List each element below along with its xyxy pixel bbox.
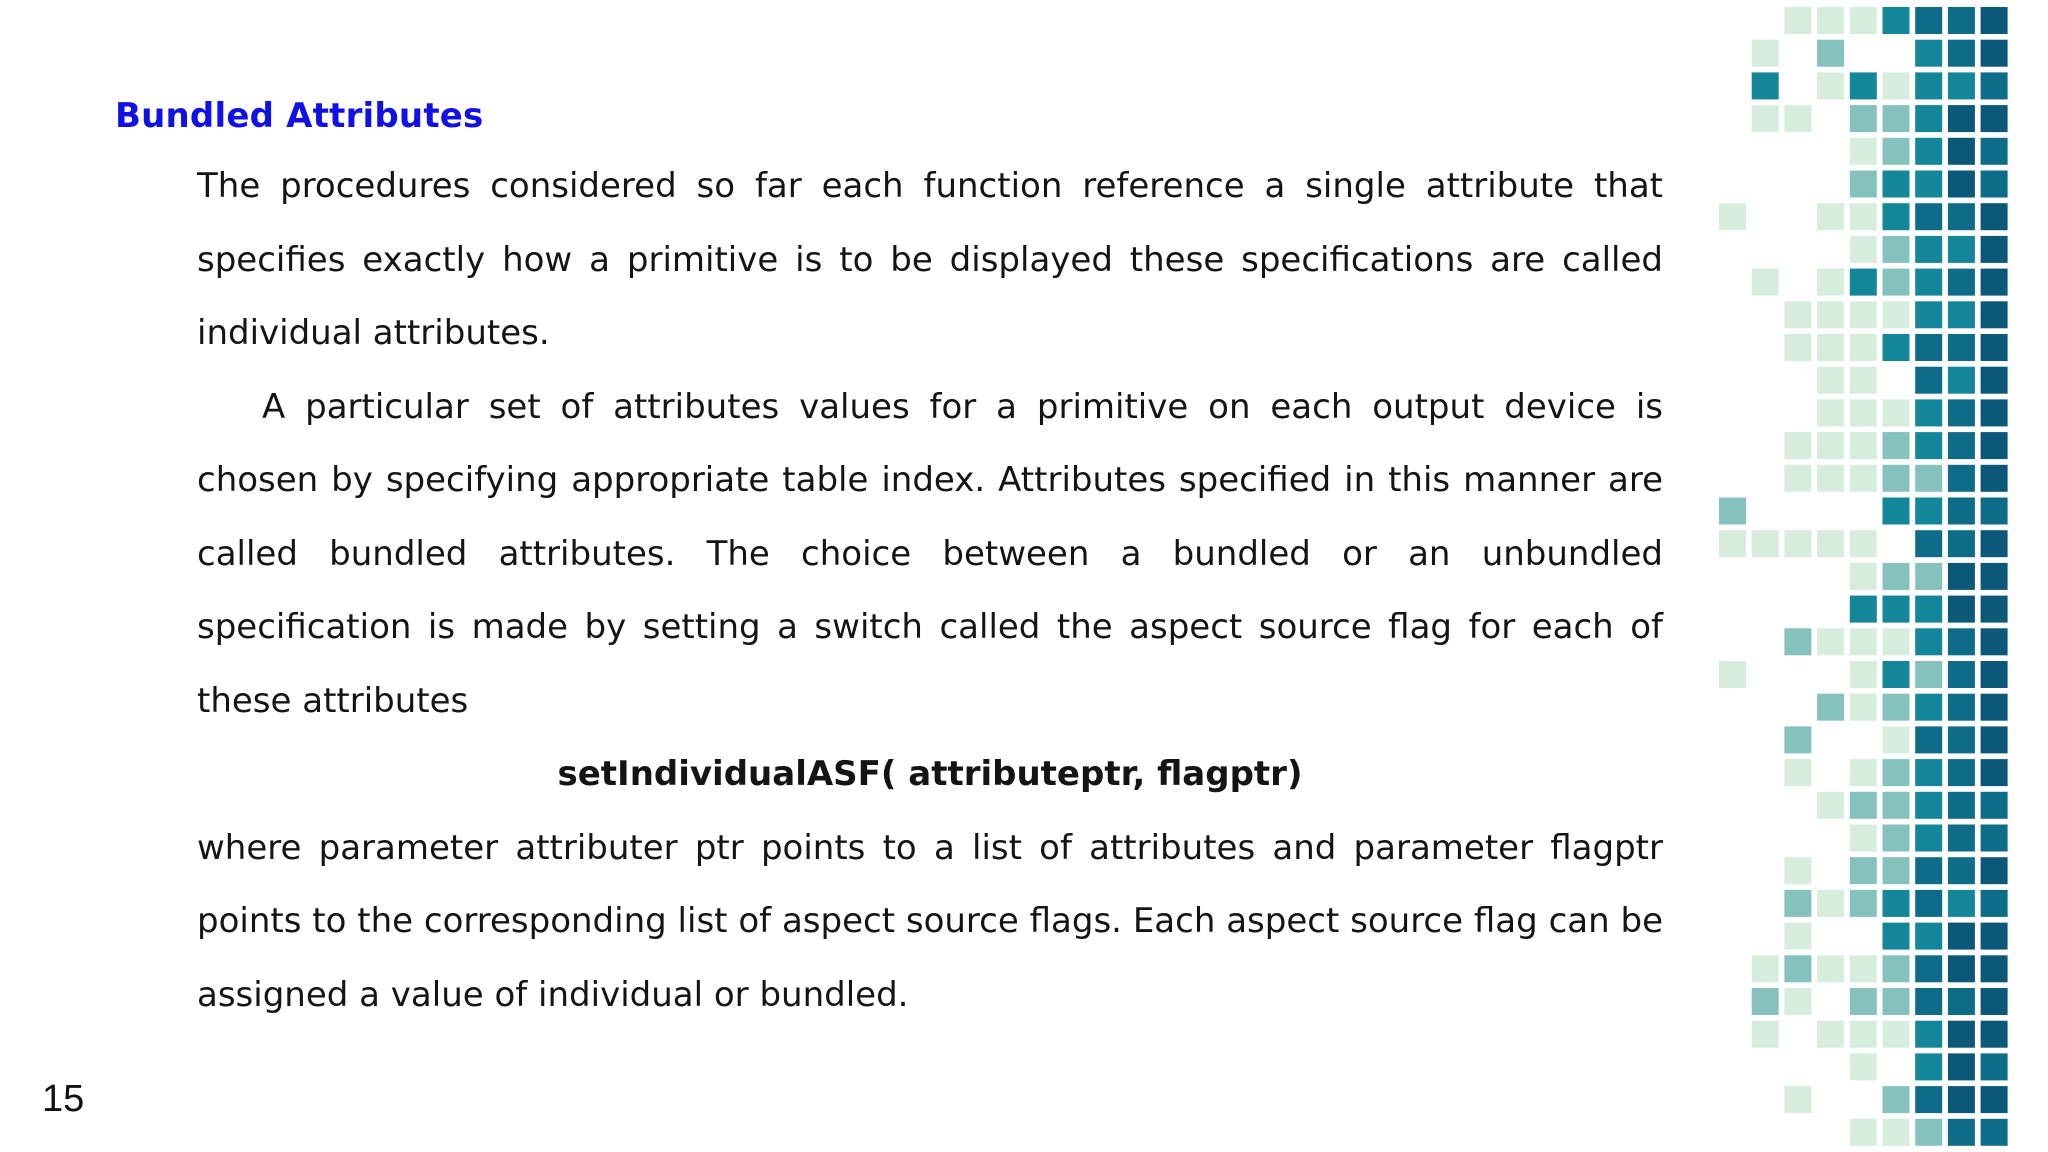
mosaic-tile (1981, 988, 2008, 1015)
mosaic-tile (1883, 171, 1910, 198)
mosaic-tile (1915, 236, 1942, 263)
mosaic-tile (1915, 661, 1942, 688)
mosaic-tile (1850, 857, 1877, 884)
mosaic-tile (1784, 759, 1811, 786)
mosaic-tile (1784, 105, 1811, 132)
mosaic-tile (1915, 40, 1942, 67)
mosaic-tile (1850, 399, 1877, 426)
mosaic-tile (1784, 465, 1811, 492)
mosaic-tile (1752, 105, 1779, 132)
mosaic-tile (1752, 988, 1779, 1015)
mosaic-tile (1850, 334, 1877, 361)
mosaic-tile (1850, 171, 1877, 198)
mosaic-tile (1915, 857, 1942, 884)
mosaic-tile (1850, 563, 1877, 590)
mosaic-tile (1948, 1021, 1975, 1048)
mosaic-tile (1948, 269, 1975, 296)
mosaic-tile (1883, 955, 1910, 982)
mosaic-tile (1948, 301, 1975, 328)
mosaic-tile (1948, 72, 1975, 99)
mosaic-tile (1883, 1086, 1910, 1113)
mosaic-tile (1883, 792, 1910, 819)
mosaic-tile (1883, 1021, 1910, 1048)
mosaic-tile (1817, 530, 1844, 557)
mosaic-tile (1915, 955, 1942, 982)
mosaic-tile (1752, 1021, 1779, 1048)
mosaic-tile (1850, 759, 1877, 786)
mosaic-tile (1850, 890, 1877, 917)
mosaic-tile (1948, 857, 1975, 884)
mosaic-tile (1784, 530, 1811, 557)
mosaic-tile (1948, 1086, 1975, 1113)
mosaic-tile (1981, 923, 2008, 950)
mosaic-tile (1883, 1119, 1910, 1146)
mosaic-tile (1948, 661, 1975, 688)
mosaic-tile (1948, 563, 1975, 590)
mosaic-tile (1784, 923, 1811, 950)
mosaic-tile (1915, 301, 1942, 328)
mosaic-tile (1883, 694, 1910, 721)
mosaic-tile (1948, 203, 1975, 230)
mosaic-tile (1948, 7, 1975, 34)
mosaic-tile (1883, 923, 1910, 950)
mosaic-tile (1981, 628, 2008, 655)
mosaic-tile (1850, 596, 1877, 623)
mosaic-tile (1981, 72, 2008, 99)
mosaic-tile (1850, 988, 1877, 1015)
mosaic-tile (1948, 432, 1975, 459)
mosaic-tile (1948, 1053, 1975, 1080)
mosaic-tile (1948, 138, 1975, 165)
mosaic-tile (1850, 1119, 1877, 1146)
mosaic-tile (1981, 759, 2008, 786)
mosaic-tile (1883, 988, 1910, 1015)
mosaic-tile (1784, 1086, 1811, 1113)
mosaic-tile (1915, 432, 1942, 459)
mosaic-tile (1981, 596, 2008, 623)
mosaic-tile (1981, 1119, 2008, 1146)
mosaic-tile (1817, 1021, 1844, 1048)
mosaic-tile (1817, 40, 1844, 67)
mosaic-tile (1981, 465, 2008, 492)
mosaic-tile (1817, 792, 1844, 819)
mosaic-tile (1850, 269, 1877, 296)
mosaic-tile (1883, 399, 1910, 426)
mosaic-tile (1817, 465, 1844, 492)
mosaic-tile (1784, 432, 1811, 459)
mosaic-tile (1948, 825, 1975, 852)
mosaic-tile (1915, 7, 1942, 34)
mosaic-tile (1817, 367, 1844, 394)
mosaic-tile (1817, 399, 1844, 426)
mosaic-tile (1981, 530, 2008, 557)
mosaic-tile (1752, 530, 1779, 557)
mosaic-tile (1915, 498, 1942, 525)
mosaic-tile (1981, 432, 2008, 459)
mosaic-tile (1817, 628, 1844, 655)
mosaic-tile (1981, 367, 2008, 394)
mosaic-tile (1948, 465, 1975, 492)
mosaic-tile (1981, 661, 2008, 688)
mosaic-tile (1850, 7, 1877, 34)
mosaic-tile (1915, 792, 1942, 819)
mosaic-tile (1915, 105, 1942, 132)
mosaic-tile (1981, 792, 2008, 819)
mosaic-tile (1850, 105, 1877, 132)
mosaic-tile (1915, 988, 1942, 1015)
mosaic-tile (1883, 465, 1910, 492)
mosaic-tile (1948, 334, 1975, 361)
mosaic-tile (1752, 40, 1779, 67)
mosaic-tile (1883, 7, 1910, 34)
mosaic-tile (1981, 40, 2008, 67)
mosaic-tile (1883, 628, 1910, 655)
mosaic-tile (1948, 955, 1975, 982)
mosaic-tile (1915, 923, 1942, 950)
mosaic-tile (1948, 759, 1975, 786)
mosaic-tile (1915, 367, 1942, 394)
mosaic-tile (1915, 138, 1942, 165)
mosaic-tile (1883, 203, 1910, 230)
mosaic-tile (1981, 498, 2008, 525)
mosaic-tile (1850, 203, 1877, 230)
mosaic-tile (1784, 628, 1811, 655)
mosaic-tile (1850, 236, 1877, 263)
mosaic-tile (1817, 890, 1844, 917)
mosaic-tile (1948, 694, 1975, 721)
mosaic-tile (1981, 694, 2008, 721)
mosaic-tile (1981, 1021, 2008, 1048)
mosaic-tile (1883, 105, 1910, 132)
paragraph-bundled-attributes: A particular set of attributes values for a primitive on each output device is chosen by specifying appropriate table index. Attributes specified in this manner are called bundled attributes. The choice between a bundled or an unbundled specification is made by setting a switch called the aspect source flag for each of these attributes (197, 386, 1663, 721)
mosaic-tile (1752, 955, 1779, 982)
mosaic-tile (1719, 498, 1746, 525)
mosaic-tile (1915, 334, 1942, 361)
mosaic-tile (1948, 171, 1975, 198)
mosaic-tile (1915, 1053, 1942, 1080)
mosaic-tile (1915, 1119, 1942, 1146)
mosaic-tile (1719, 661, 1746, 688)
mosaic-tile (1948, 367, 1975, 394)
mosaic-tile (1915, 530, 1942, 557)
mosaic-tile (1883, 825, 1910, 852)
mosaic-tile (1981, 269, 2008, 296)
mosaic-tile (1981, 203, 2008, 230)
mosaic-tile (1850, 792, 1877, 819)
mosaic-tile (1784, 955, 1811, 982)
mosaic-tile (1981, 1053, 2008, 1080)
mosaic-tile (1850, 432, 1877, 459)
mosaic-tile (1981, 236, 2008, 263)
mosaic-tile (1915, 465, 1942, 492)
slide-body (197, 150, 1663, 1032)
mosaic-tile (1948, 498, 1975, 525)
mosaic-tile (1948, 596, 1975, 623)
mosaic-tile (1948, 40, 1975, 67)
mosaic-tile (1981, 138, 2008, 165)
mosaic-tile (1883, 890, 1910, 917)
mosaic-tile (1948, 792, 1975, 819)
mosaic-tile (1915, 72, 1942, 99)
mosaic-tile (1850, 825, 1877, 852)
mosaic-tile (1883, 563, 1910, 590)
mosaic-tile (1948, 726, 1975, 753)
mosaic-tile (1883, 72, 1910, 99)
mosaic-tile (1883, 432, 1910, 459)
slide-heading: Bundled Attributes (115, 96, 484, 136)
mosaic-tile (1981, 955, 2008, 982)
mosaic-tile (1883, 334, 1910, 361)
mosaic-tile (1850, 72, 1877, 99)
mosaic-tile (1915, 596, 1942, 623)
mosaic-tile (1883, 857, 1910, 884)
mosaic-tile (1948, 399, 1975, 426)
mosaic-tile (1817, 432, 1844, 459)
function-signature: setIndividualASF( attributeptr, flagptr) (557, 754, 1303, 794)
mosaic-tile (1981, 334, 2008, 361)
mosaic-tile (1883, 269, 1910, 296)
mosaic-tile (1784, 988, 1811, 1015)
mosaic-tile (1915, 628, 1942, 655)
mosaic-tile (1883, 759, 1910, 786)
mosaic-tile (1981, 105, 2008, 132)
mosaic-tile (1981, 857, 2008, 884)
mosaic-tile (1850, 628, 1877, 655)
mosaic-tile (1817, 334, 1844, 361)
mosaic-tile (1850, 955, 1877, 982)
mosaic-tile (1981, 7, 2008, 34)
mosaic-tile (1948, 1119, 1975, 1146)
mosaic-tile (1850, 1053, 1877, 1080)
paragraph-parameters: where parameter attributer ptr points to a list of attributes and parameter flagptr points to the corresponding list of aspect source flags. Each aspect source flag can be assigned a value of individual or bundled. (197, 827, 1663, 1015)
mosaic-tile (1915, 203, 1942, 230)
mosaic-tile (1948, 923, 1975, 950)
mosaic-tile (1915, 726, 1942, 753)
mosaic-tile (1915, 171, 1942, 198)
mosaic-tile (1981, 890, 2008, 917)
mosaic-tile (1850, 530, 1877, 557)
mosaic-tile (1784, 890, 1811, 917)
mosaic-tile (1981, 726, 2008, 753)
mosaic-tile (1915, 269, 1942, 296)
mosaic-tile (1981, 563, 2008, 590)
mosaic-tile (1719, 203, 1746, 230)
mosaic-tile (1883, 236, 1910, 263)
mosaic-tile (1981, 1086, 2008, 1113)
mosaic-tile (1948, 530, 1975, 557)
paragraph-individual-attributes: The procedures considered so far each function reference a single attribute that specifies exactly how a primitive is to be displayed these specifications are called individual attributes. (197, 166, 1663, 353)
mosaic-tile (1817, 72, 1844, 99)
mosaic-tile (1719, 530, 1746, 557)
mosaic-tile (1948, 105, 1975, 132)
mosaic-tile (1850, 465, 1877, 492)
mosaic-tile (1752, 269, 1779, 296)
mosaic-tile (1915, 694, 1942, 721)
mosaic-tile (1915, 399, 1942, 426)
mosaic-tile (1784, 7, 1811, 34)
mosaic-tile (1981, 825, 2008, 852)
mosaic-tile (1817, 955, 1844, 982)
mosaic-tile (1850, 694, 1877, 721)
mosaic-tile (1817, 694, 1844, 721)
mosaic-tile (1752, 72, 1779, 99)
mosaic-tile (1883, 301, 1910, 328)
mosaic-tile (1948, 890, 1975, 917)
mosaic-tile (1784, 301, 1811, 328)
decorative-tile-mosaic (1712, 0, 2048, 1152)
mosaic-tile (1915, 1021, 1942, 1048)
mosaic-tile (1915, 890, 1942, 917)
mosaic-tile (1817, 269, 1844, 296)
mosaic-tile (1981, 171, 2008, 198)
mosaic-tile (1850, 1021, 1877, 1048)
mosaic-tile (1883, 138, 1910, 165)
mosaic-tile (1981, 301, 2008, 328)
mosaic-tile (1817, 203, 1844, 230)
mosaic-tile (1784, 334, 1811, 361)
mosaic-tile (1883, 661, 1910, 688)
mosaic-tile (1850, 301, 1877, 328)
mosaic-tile (1817, 7, 1844, 34)
mosaic-tile (1915, 1086, 1942, 1113)
mosaic-tile (1784, 857, 1811, 884)
mosaic-tile (1915, 825, 1942, 852)
mosaic-tile (1850, 138, 1877, 165)
mosaic-tile (1850, 661, 1877, 688)
mosaic-tile (1981, 399, 2008, 426)
mosaic-tile (1948, 236, 1975, 263)
mosaic-tile (1948, 988, 1975, 1015)
mosaic-tile (1883, 726, 1910, 753)
mosaic-tile (1850, 367, 1877, 394)
mosaic-tile (1883, 596, 1910, 623)
mosaic-tile (1948, 628, 1975, 655)
mosaic-tile (1784, 726, 1811, 753)
mosaic-tile (1817, 301, 1844, 328)
page-number: 15 (42, 1078, 85, 1120)
mosaic-tile (1915, 563, 1942, 590)
mosaic-tile (1883, 498, 1910, 525)
mosaic-tile (1915, 759, 1942, 786)
